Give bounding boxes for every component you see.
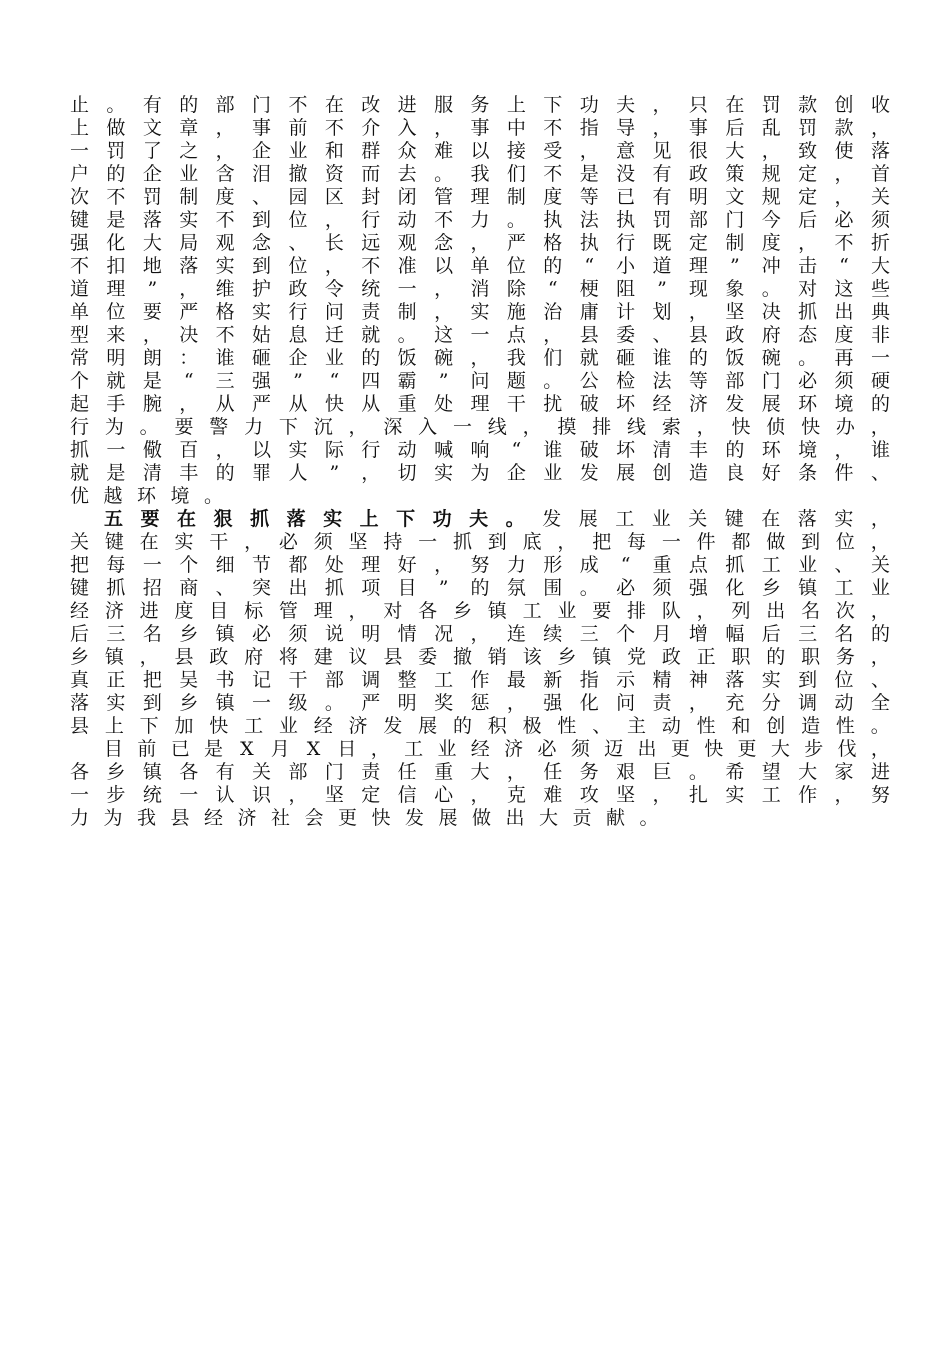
text-line: 型 来 ， 决 不 姑 息 迁 就 。 这 一 点 ， 县 委 、 县 政 府 态 度 非 bbox=[70, 324, 890, 346]
text-line: 抓 一 儆 百 ， 以 实 际 行 动 喊 响 “ 谁 破 坏 清 丰 的 环 境 ， 谁 bbox=[70, 439, 890, 461]
text-line: 不 扣 地 落 实 到 位 ， 不 准 以 单 位 的 “ 小 道 理 ” 冲 击 “ 大 bbox=[70, 255, 890, 277]
text-line: 上 做 文 章 ， 事 前 不 介 入 ， 事 中 不 指 导 ， 事 后 乱 罚 款 ， bbox=[70, 117, 890, 139]
text-line: 后 三 名 乡 镇 必 须 说 明 情 况 ， 连 续 三 个 月 增 幅 后 三 名 的 bbox=[70, 623, 890, 645]
text-line: 落 实 到 乡 镇 一 级 。 严 明 奖 惩 ， 强 化 问 责 ， 充 分 调 动 全 bbox=[70, 692, 890, 714]
text-line: 县 上 下 加 快 工 业 经 济 发 展 的 积 极 性 、 主 动 性 和 创 造 性 。 bbox=[70, 715, 890, 737]
text-line: 力 为 我 县 经 济 社 会 更 快 发 展 做 出 大 贡 献 。 bbox=[70, 807, 659, 829]
text-line: 键 抓 招 商 、 突 出 抓 项 目 ” 的 氛 围 。 必 须 强 化 乡 镇 工 业 bbox=[70, 577, 890, 599]
text-line: 次 不 罚 制 度 、 园 区 封 闭 管 理 制 度 等 已 有 明 文 规 定 ， 关 bbox=[70, 186, 890, 208]
text-line: 就 是 清 丰 的 罪 人 ” ， 切 实 为 企 业 发 展 创 造 良 好 条 件 、 bbox=[70, 462, 890, 484]
text-line: 乡 镇 ， 县 政 府 将 建 议 县 委 撤 销 该 乡 镇 党 政 正 职 的 职 务 ， bbox=[70, 646, 890, 668]
text-line: 户 的 企 业 含 泪 撤 资 而 去 。 我 们 不 是 没 有 政 策 规 定 ， 首 bbox=[70, 163, 890, 185]
text-line: 单 位 要 严 格 实 行 问 责 制 ， 实 施 治 庸 计 划 ， 坚 决 抓 出 典 bbox=[70, 301, 890, 323]
text-line: 起 手 腕 ， 从 严 从 快 从 重 处 理 干 扰 破 坏 经 济 发 展 环 境 的 bbox=[70, 393, 890, 415]
text-line: 真 正 把 吴 书 记 干 部 调 整 工 作 最 新 指 示 精 神 落 实 到 位 、 bbox=[70, 669, 890, 691]
text-line: 强 化 大 局 观 念 、 长 远 观 念 ， 严 格 执 行 既 定 制 度 ， 不 折 bbox=[70, 232, 890, 254]
text-line: 个 就 是 “ 三 强 ” “ 四 霸 ” 问 题 。 公 检 法 等 部 门 必 须 硬 bbox=[70, 370, 890, 392]
text-line: 键 是 落 实 不 到 位 ， 行 动 不 力 。 执 法 执 罚 部 门 今 后 必 须 bbox=[70, 209, 890, 231]
text-line: 五 要 在 狠 抓 落 实 上 下 功 夫 。 发 展 工 业 关 键 在 落 实 ， bbox=[104, 508, 890, 530]
text-line: 一 罚 了 之 ， 企 业 和 群 众 难 以 接 受 ， 意 见 很 大 ， 致 使 落 bbox=[70, 140, 890, 162]
text-line: 一 步 统 一 认 识 ， 坚 定 信 心 ， 克 难 攻 坚 ， 扎 实 工 作 ， 努 bbox=[70, 784, 890, 806]
text-line: 常 明 朗 ： 谁 砸 企 业 的 饭 碗 ， 我 们 就 砸 谁 的 饭 碗 。 再 一 bbox=[70, 347, 890, 369]
text-line: 各 乡 镇 各 有 关 部 门 责 任 重 大 ， 任 务 艰 巨 。 希 望 大 家 进 bbox=[70, 761, 890, 783]
text-line: 道 理 ” ， 维 护 政 令 统 一 ， 消 除 “ 梗 阻 ” 现 象 。 对 这 些 bbox=[70, 278, 890, 300]
text-line: 经 济 进 度 目 标 管 理 ， 对 各 乡 镇 工 业 要 排 队 ， 列 出 名 次 ， bbox=[70, 600, 890, 622]
text-line: 关 键 在 实 干 ， 必 须 坚 持 一 抓 到 底 ， 把 每 一 件 都 做 到 位 ， bbox=[70, 531, 890, 553]
text-line: 优 越 环 境 。 bbox=[70, 485, 224, 507]
text-line: 把 每 一 个 细 节 都 处 理 好 ， 努 力 形 成 “ 重 点 抓 工 业 、 关 bbox=[70, 554, 890, 576]
text-line: 目 前 已 是 X 月 X 日 ， 工 业 经 济 必 须 迈 出 更 快 更 大 步 伐 ， bbox=[104, 738, 890, 760]
text-line: 止 。 有 的 部 门 不 在 改 进 服 务 上 下 功 夫 ， 只 在 罚 款 创 收 bbox=[70, 94, 890, 116]
text-line: 行 为 。 要 警 力 下 沉 ， 深 入 一 线 ， 摸 排 线 索 ， 快 侦 快 办 ， bbox=[70, 416, 890, 438]
document-body bbox=[70, 94, 890, 830]
